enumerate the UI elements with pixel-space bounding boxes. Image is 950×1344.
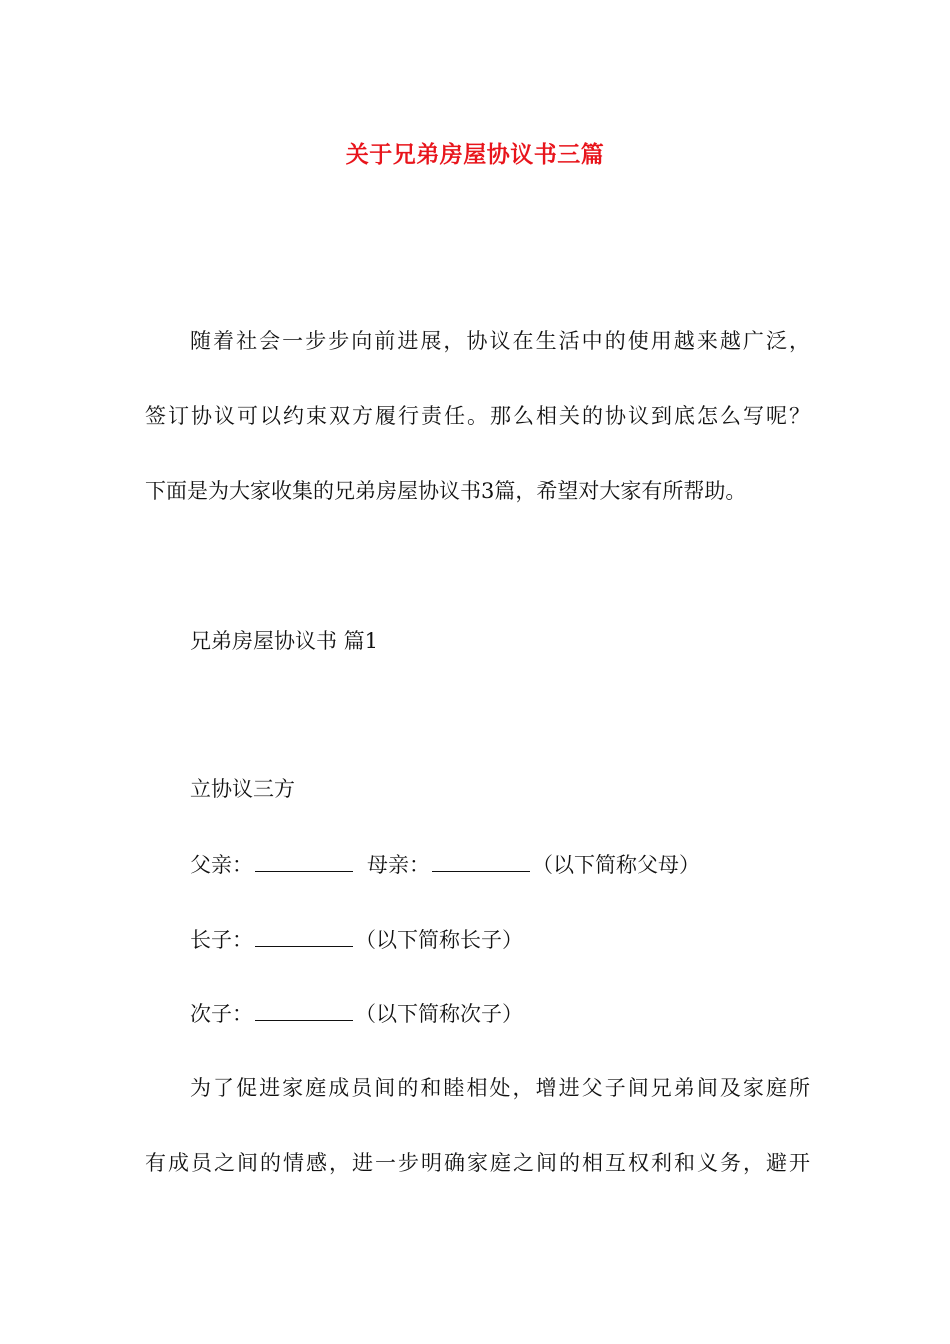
parents-note: （以下简称父母） [532,853,700,877]
second-son-name-blank [255,998,353,1021]
second-son-label: 次子： [190,1002,253,1026]
document-title: 关于兄弟房屋协议书三篇 [345,141,605,168]
intro-line-3: 下面是为大家收集的兄弟房屋协议书3篇，希望对大家有所帮助。 [145,479,747,503]
father-name-blank [255,849,353,872]
body-line-1: 为了促进家庭成员间的和睦相处，增进父子间兄弟间及家庭所 [190,1076,810,1100]
eldest-son-note: （以下简称长子） [355,928,523,952]
eldest-son-name-blank [255,924,353,947]
second-son-line [190,998,523,1029]
intro-line-1: 随着社会一步步向前进展，协议在生活中的使用越来越广泛， [190,329,810,353]
section-heading: 兄弟房屋协议书 篇1 [190,629,379,653]
eldest-son-label: 长子： [190,928,253,952]
body-line-2: 有成员之间的情感，进一步明确家庭之间的相互权利和义务，避开 [145,1151,810,1175]
parents-line [190,849,700,880]
parties-heading: 立协议三方 [190,777,295,801]
father-label: 父亲： [190,853,253,877]
eldest-son-line [190,924,523,955]
mother-label: 母亲： [367,853,430,877]
mother-name-blank [432,849,530,872]
intro-line-2: 签订协议可以约束双方履行责任。那么相关的协议到底怎么写呢？ [145,404,810,428]
second-son-note: （以下简称次子） [355,1002,523,1026]
